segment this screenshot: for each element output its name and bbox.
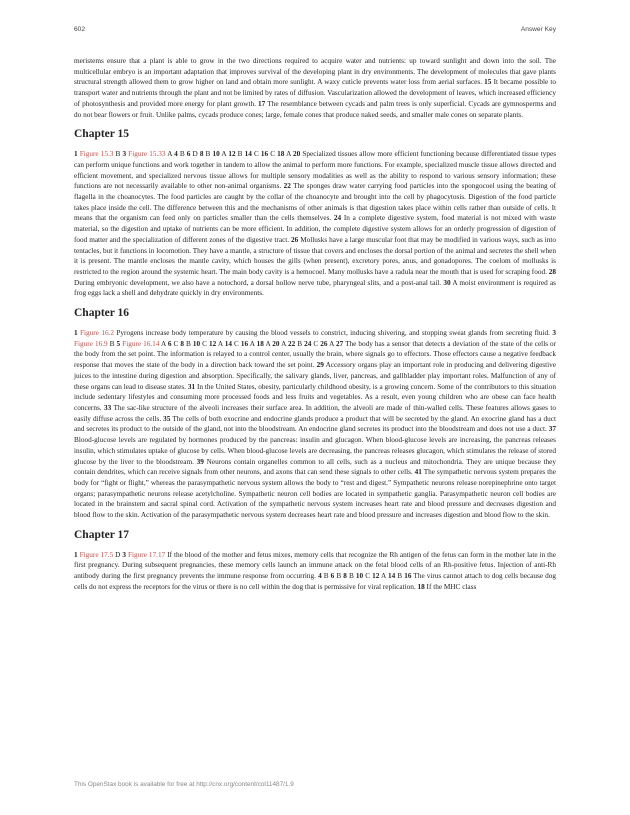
- question-number: 24: [333, 214, 342, 223]
- question-number: 31: [187, 382, 196, 391]
- answer-text: The resemblance between cycads and palm trees is only superficial. Cycads are gymnosperms and do not bear flowers or fruit. Unlike palms, cycads produce cones; large, female cones that produce naked seeds, and smaller male cones on separate plants.: [74, 99, 557, 119]
- question-number: 18: [256, 339, 264, 348]
- answer-text: B: [334, 572, 344, 581]
- answer-text: C: [200, 339, 210, 348]
- chapter-heading: Chapter 17: [74, 528, 130, 541]
- question-number: 12: [372, 572, 380, 581]
- question-number: 27: [335, 339, 344, 348]
- question-number: 33: [103, 403, 112, 412]
- answer-text: C: [311, 339, 321, 348]
- question-number: 30: [443, 278, 451, 287]
- question-number: 41: [414, 468, 422, 477]
- question-number: 18: [417, 582, 425, 591]
- answer-text: The virus cannot attach to dog cells because dog cells do not express the receptors for the virus or there is no cell within the dog that is permissive for viral replication.: [74, 572, 556, 591]
- answer-text: C: [171, 339, 181, 348]
- answer-text: B: [321, 572, 331, 581]
- question-number: 14: [244, 150, 252, 159]
- question-number: 24: [304, 339, 312, 348]
- figure-link[interactable]: Figure 15.33: [128, 150, 166, 159]
- answer-text: meristems ensure that a plant is able to grow in the two directions required to acquire water and nutrients: up toward sunlight and down into the soil. The multicellular embryo is an important adaptation that improves survival of the developing plant in dry environments. The development of molecules that gave plants structural strength allowed them to grow higher on land and obtain more sunlight. A waxy cuticle prevents water loss from aerial surfaces.: [74, 57, 556, 87]
- question-number: 8: [180, 339, 185, 348]
- answer-text: If the blood of the mother and fetus mixes, memory cells that recognize the Rh antigen of the fetus can form in the mother late in the first pregnancy. During subsequent pregnancies, these memory cells launch an immune attack on the fetal blood cells of an Rh-positive fetus. Injection of anti-Rh antibody during the first pregnancy prevents the immune response from occurring.: [74, 550, 557, 581]
- answer-text: A: [159, 339, 168, 348]
- answer-text: B: [107, 339, 117, 348]
- question-number: 22: [288, 339, 296, 348]
- page-header: [74, 26, 556, 38]
- answer-text: Blood-glucose levels are regulated by hormones produced by the pancreas: insulin and glucagon. When blood-glucose levels are increasing, the pancreas releases insulin, which stimulates uptake of glucose by cells. When blood-glucose levels are decreasing, the pancreas releases glucagon, which stimulates the release of stored glucose by the liver to the bloodstream.: [74, 436, 556, 466]
- answer-text: A: [379, 572, 388, 581]
- question-number: 37: [548, 425, 556, 434]
- answer-text: Accessory organs play an important role in producing and delivering digestive juices to the intestine during digestion and absorption. Specifically, the salivary glands, liver, pancreas, and gallbladder play important roles. Malfunction of any of these organs can lead to disease states.: [74, 361, 556, 391]
- question-number: 16: [260, 150, 269, 159]
- question-number: 35: [163, 414, 171, 423]
- figure-link[interactable]: Figure 17.5: [79, 550, 114, 559]
- chapter-15: [74, 128, 556, 299]
- answer-text: Specialized tissues allow more efficient functioning because differentiated tissue types can perform unique functions and work together in tandem to allow the animal to perform more functions. For example, specialized muscle tissue allows directed and efficient movement, and specialized nervous tissue allows for multiple sensory modalities as well as the ability to respond to various sensory information; these functions are not necessarily available to other non-animal organisms.: [74, 150, 557, 191]
- chapter-answers: [74, 550, 556, 593]
- answer-text: A: [284, 150, 294, 159]
- question-number: 26: [291, 235, 299, 244]
- chapter-16: [74, 307, 556, 521]
- question-number: 26: [320, 339, 328, 348]
- answer-text: Mollusks have a large muscular foot that may be modified in various ways, such as into tentacles, but it functions in locomotion. They have a mantle, a structure of tissue that covers and encloses the dorsal portion of the animal and secretes the shell when it is present. The mantle encloses the mantle cavity, which houses the gills (when present), excretory pores, anus, and gonadopores. The coelom of mollusks is restricted to the region around the systemic heart. The main body cavity is a hemocoel. Many mollusks have a radula near the mouth that is used for scraping food.: [74, 235, 556, 276]
- answer-text: A: [165, 150, 175, 159]
- answer-text: C: [268, 150, 278, 159]
- answer-text: The sponges draw water carrying food particles into the spongocoel using the beating of flagella in the choanocytes. The food particles are caught by the collar of the choanocyte and brought into the cell by phagocytosis. Digestion of the food particle takes place inside the cell. The difference between this and the mechanisms of other animals is that digestion takes place within cells rather than outside of cells. It means that the organism can feed only on particles smaller than the cells themselves.: [74, 182, 556, 223]
- answer-text: B: [346, 572, 356, 581]
- answer-text: A: [219, 150, 229, 159]
- question-number: 6: [330, 572, 335, 581]
- question-number: 16: [404, 572, 412, 581]
- question-number: 28: [548, 267, 556, 276]
- answer-text: In the United States, obesity, particularly childhood obesity, is a growing concern. Some of the contributors to this situation include sedentary lifestyles and consuming more processed foods and less fruits and vegetables. As a result, even young children who are obese can face health concerns.: [74, 382, 556, 412]
- answer-text: B: [113, 150, 123, 159]
- answer-text: C: [231, 339, 241, 348]
- question-number: 14: [387, 572, 396, 581]
- chapter-17: [74, 529, 556, 593]
- question-number: 22: [283, 182, 291, 191]
- question-number: 1: [74, 329, 78, 338]
- chapter-answers: [74, 149, 556, 299]
- question-number: 3: [122, 150, 127, 159]
- question-number: 39: [196, 457, 204, 466]
- chapter-heading: Chapter 16: [74, 307, 130, 320]
- page-number: 602: [74, 26, 86, 33]
- intro-paragraph: [74, 56, 556, 120]
- answer-text: B: [295, 339, 305, 348]
- question-number: 16: [240, 339, 249, 348]
- question-number: 10: [192, 339, 201, 348]
- answer-text: It became possible to transport water and nutrients through the plant and not be limited by rates of diffusion. Vascularization allowed the development of leaves, which increased efficiency of photosynthesis and provided more energy for plant growth.: [74, 78, 557, 108]
- answer-text: C: [251, 150, 261, 159]
- figure-link[interactable]: Figure 17.17: [128, 550, 166, 559]
- answer-text: The cells of both exocrine and endocrine glands produce a product that will be secreted by the gland. An exocrine gland has a duct and secretes its product to the outside of the gland, not into the bloodstream. An endocrine gland secretes its product into the bloodstream and does not use a duct.: [74, 414, 556, 434]
- question-number: 12: [209, 339, 217, 348]
- answer-text: If the MHC class: [424, 582, 477, 591]
- section-title: Answer Key: [520, 26, 556, 33]
- answer-text: A: [327, 339, 336, 348]
- question-number: 8: [343, 572, 347, 581]
- figure-link[interactable]: Figure 16.14: [122, 339, 160, 348]
- chapter-heading: Chapter 15: [74, 128, 130, 141]
- answer-text: A moist environment is required as frog eggs lack a shell and dehydrate quickly in dry environments.: [74, 278, 556, 298]
- question-number: 17: [258, 99, 266, 108]
- answer-text: A: [216, 339, 225, 348]
- question-number: 18: [277, 150, 285, 159]
- answer-text: During embryonic development, we also have a notochord, a dorsal hollow nerve tube, pharyngeal slits, and a post-anal tail.: [74, 278, 444, 287]
- answer-text: B: [203, 150, 213, 159]
- question-number: 20: [293, 150, 301, 159]
- question-number: 29: [316, 361, 324, 370]
- answer-text: Pyrogens increase body temperature by causing the blood vessels to constrict, inducing shivering, and stopping sweat glands from secreting fluid.: [114, 329, 553, 338]
- question-number: 6: [186, 150, 191, 159]
- figure-link[interactable]: Figure 16.9: [74, 339, 108, 348]
- answer-key-content: [74, 56, 556, 593]
- question-number: 3: [552, 329, 557, 338]
- question-number: 20: [272, 339, 280, 348]
- answer-text: B: [177, 150, 187, 159]
- question-number: 8: [199, 150, 204, 159]
- answer-text: D: [190, 150, 200, 159]
- answer-text: The body has a sensor that detects a deviation of the state of the cells or the body from the set point. The information is relayed to a control center, usually the brain, where signals go to effectors. Those effectors cause a negative feedback response that moves the state of the body in a direction back toward the set point.: [74, 339, 557, 370]
- answer-text: A: [248, 339, 257, 348]
- answer-text: Neurons contain organelles common to all cells, such as a nucleus and mitochondria. They are unique because they contain dendrites, which can receive signals from other neurons, and axons that can send these signals to other cells.: [74, 457, 556, 477]
- question-number: 15: [484, 78, 492, 87]
- question-number: 3: [122, 550, 127, 559]
- question-number: 6: [167, 339, 172, 348]
- answer-text: In a complete digestive system, food material is not mixed with waste material, so the digestion and uptake of nutrients can be more efficient. In addition, the complete digestive system allows for an orderly progression of digestion of food matter and the specialization of different zones of the digestive tract.: [74, 214, 556, 244]
- chapter-answers: [74, 328, 556, 521]
- answer-text: A: [279, 339, 289, 348]
- question-number: 12: [228, 150, 236, 159]
- answer-text: B: [395, 572, 405, 581]
- answer-text: B: [184, 339, 193, 348]
- answer-text: D: [113, 550, 123, 559]
- answer-text: A: [263, 339, 273, 348]
- answer-text: C: [363, 572, 373, 581]
- page-footer: This OpenStax book is available for free at http://cnx.org/content/col11487/1.9: [74, 781, 294, 788]
- answer-text: The sac-like structure of the alveoli increases their surface area. In addition, the alveoli are made of thin-walled cells. These features allows gases to easily diffuse across the cells.: [74, 403, 557, 423]
- figure-link[interactable]: Figure 16.2: [80, 329, 115, 338]
- question-number: 4: [318, 572, 322, 581]
- answer-text: B: [235, 150, 245, 159]
- answer-text: The sympathetic nervous system prepares the body for “fight or flight,” whereas the parasympathetic nervous system allows the body to “rest and digest.” Sympathetic neurons release norepinephrine onto target organs; parasympathetic neurons release acetylcholine. Sympathetic neuron cell bodies are located in sympathetic ganglia. Parasympathetic neuron cell bodies are located in the brainstem and sacral spinal cord. Activation of the sympathetic nervous system increases heart rate and blood pressure and decreases digestion and blood flow to the skin. Activation of the parasympathetic nervous system decreases heart rate and blood pressure and increases digestion and blood flow to the skin.: [74, 468, 556, 520]
- question-number: 10: [355, 572, 364, 581]
- question-number: 1: [74, 150, 78, 159]
- question-number: 14: [224, 339, 232, 348]
- question-number: 5: [116, 339, 121, 348]
- figure-link[interactable]: Figure 15.3: [79, 150, 114, 159]
- question-number: 10: [212, 150, 220, 159]
- question-number: 1: [74, 550, 78, 559]
- question-number: 4: [174, 150, 178, 159]
